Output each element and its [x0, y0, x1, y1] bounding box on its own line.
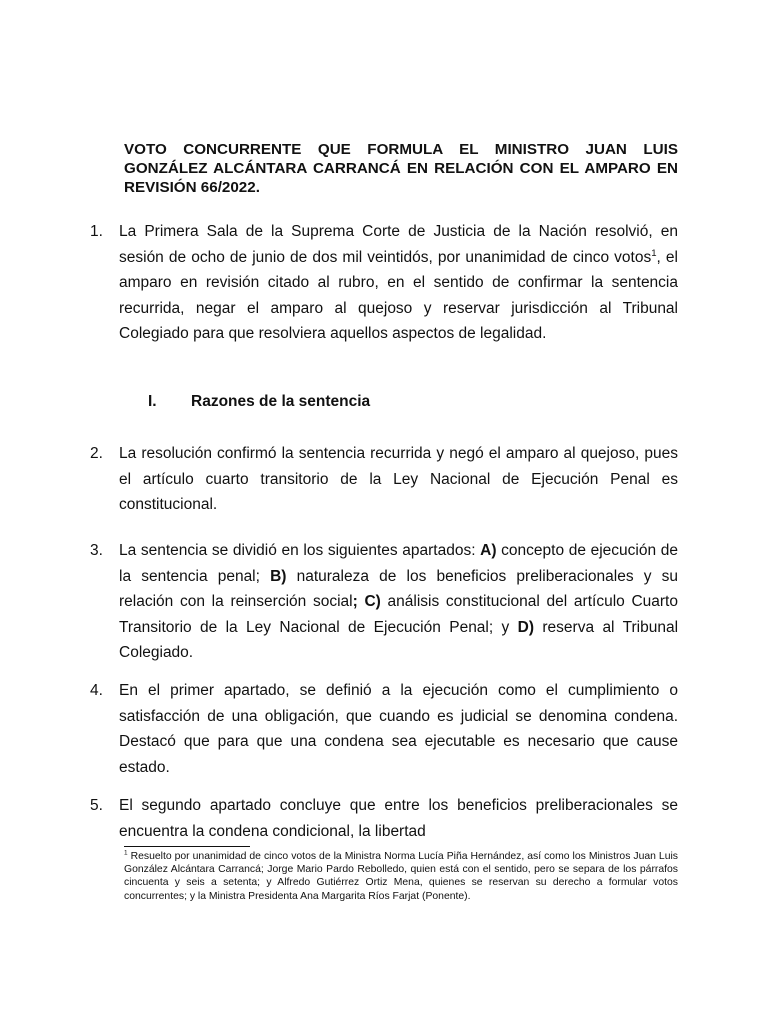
paragraph-number: 1.	[90, 223, 103, 240]
paragraph-text-end: , el amparo en revisión citado al rubro, en el sentido de confirmar la sentencia recurrida, negar el amparo al quejoso y reservar jurisdicción al Tribunal Colegiado para que resolviera aquellos aspectos de legalidad.	[119, 248, 678, 343]
paragraph-text: En el primer apartado, se definió a la ejecución como el cumplimiento o satisfacción de una obligación, que cuando es judicial se denomina condena. Destacó que para que una condena sea ejecutable es necesario que cause estado.	[119, 682, 678, 776]
section-heading	[148, 393, 370, 411]
text-run: análisis constitucional del artículo Cuarto Transitorio de la Ley Nacional de Ejecución Penal; y	[119, 593, 678, 636]
bold-marker-a: A)	[480, 542, 497, 559]
paragraph-2	[90, 441, 678, 518]
section-title: Razones de la sentencia	[191, 393, 371, 410]
bold-marker-c: ; C)	[352, 593, 381, 611]
document-title: VOTO CONCURRENTE QUE FORMULA EL MINISTRO JUAN LUIS GONZÁLEZ ALCÁNTARA CARRANCÁ EN RELACIÓN CON EL AMPARO EN REVISIÓN 66/2022.	[124, 141, 678, 196]
text-run: La sentencia se dividió en los siguientes apartados:	[119, 542, 481, 559]
footnote-text: Resuelto por unanimidad de cinco votos de la Ministra Norma Lucía Piña Hernández, así como los Ministros Juan Luis González Alcántara Carrancá; Jorge Mario Pardo Rebolledo, quien está con el sentido, pero se separa de los párrafos cincuenta y seis a setenta; y Alfredo Gutiérrez Ortiz Mena, quienes se reservan su derecho a formular votos concurrentes; y la Ministra Presidenta Ana Margarita Ríos Farjat (Ponente).	[124, 851, 678, 902]
paragraph-number: 4.	[90, 682, 103, 699]
footnote-divider	[124, 846, 250, 847]
paragraph-text-start: La Primera Sala de la Suprema Corte de Justicia de la Nación resolvió, en sesión de ocho de junio de dos mil veintidós, por unanimidad de cinco votos	[119, 223, 678, 266]
text-run: concepto de ejecución de la sentencia penal;	[119, 542, 678, 585]
text-run: reserva al Tribunal Colegiado.	[119, 618, 679, 662]
footnote-reference: 1	[651, 247, 657, 259]
paragraph-number: 3.	[90, 542, 103, 559]
bold-marker-d: D)	[517, 618, 535, 636]
paragraph-number: 5.	[90, 797, 103, 814]
paragraph-text	[119, 538, 678, 666]
bold-marker-b: B)	[270, 567, 287, 585]
paragraph-text	[119, 219, 678, 347]
paragraph-text: La resolución confirmó la sentencia recurrida y negó el amparo al quejoso, pues el artículo cuarto transitorio de la Ley Nacional de Ejecución Penal es constitucional.	[119, 445, 678, 514]
section-number: I.	[148, 393, 157, 410]
footnote	[124, 850, 678, 903]
paragraph-number: 2.	[90, 445, 103, 462]
paragraph-1	[90, 219, 678, 347]
paragraph-text: El segundo apartado concluye que entre los beneficios preliberacionales se encuentra la condena condicional, la libertad	[119, 797, 678, 840]
paragraph-3	[90, 538, 678, 666]
footnote-marker: 1	[124, 849, 128, 857]
text-run: naturaleza de los beneficios preliberacionales y su relación con la reinserción social	[119, 567, 678, 611]
paragraph-4	[90, 678, 678, 780]
paragraph-5	[90, 793, 678, 844]
